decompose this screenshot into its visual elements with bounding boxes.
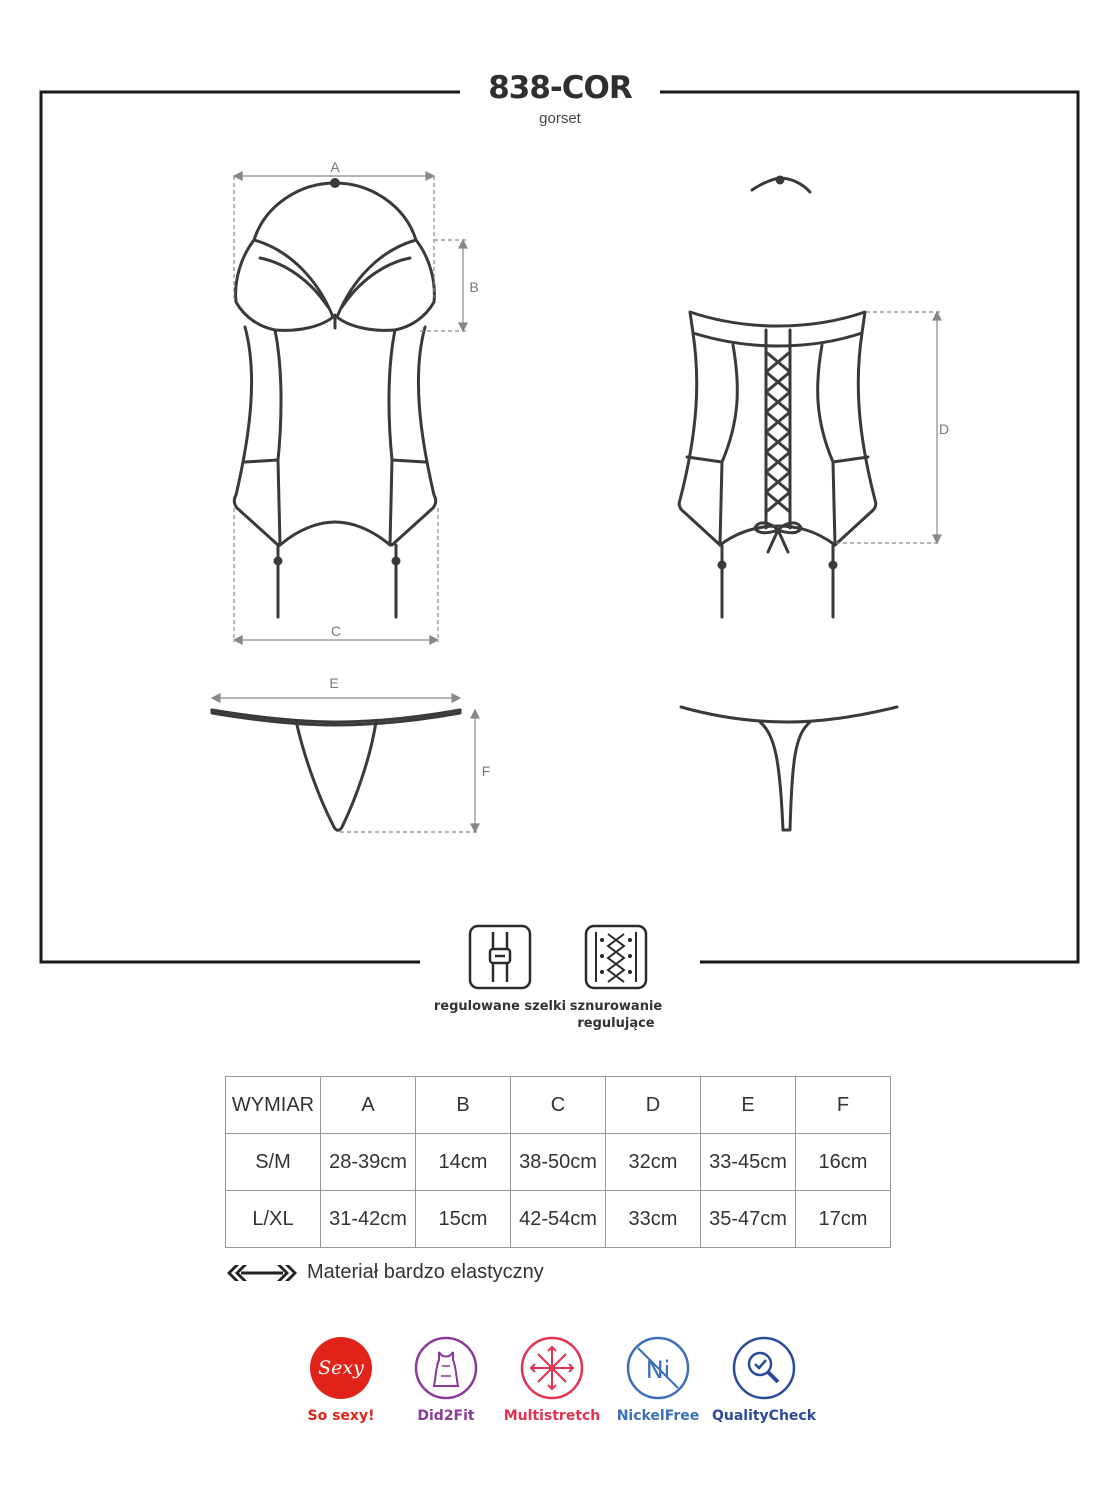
table-header-cell: D (606, 1077, 701, 1134)
nickel-free-icon (626, 1336, 690, 1400)
table-cell: 14cm (416, 1134, 511, 1191)
table-cell: 31-42cm (321, 1191, 416, 1248)
lacing-icon (584, 924, 648, 990)
stretch-arrows-icon (227, 1264, 297, 1282)
sexy-icon (309, 1336, 373, 1400)
table-cell: 16cm (796, 1134, 891, 1191)
table-cell: 42-54cm (511, 1191, 606, 1248)
dimension-label-a: A (330, 159, 340, 175)
product-code: 838-COR (488, 70, 632, 106)
table-cell: L/XL (226, 1191, 321, 1248)
table-cell: 15cm (416, 1191, 511, 1248)
dimension-label-e: E (329, 675, 339, 691)
table-cell: 33cm (606, 1191, 701, 1248)
table-row (226, 1134, 891, 1191)
badge-label-qualitycheck: QualityCheck (711, 1408, 817, 1424)
table-cell: S/M (226, 1134, 321, 1191)
material-note: Materiał bardzo elastyczny (307, 1261, 544, 1283)
size-table (225, 1076, 891, 1248)
badge-label-nickelfree: NickelFree (616, 1408, 700, 1424)
table-header-cell: B (416, 1077, 511, 1134)
dimension-label-d: D (938, 421, 950, 437)
multistretch-icon (520, 1336, 584, 1400)
table-cell: 28-39cm (321, 1134, 416, 1191)
badge-label-sexy: So sexy! (307, 1408, 375, 1424)
table-row (226, 1191, 891, 1248)
table-cell: 17cm (796, 1191, 891, 1248)
thong-back-drawing (681, 707, 897, 830)
corset-back-drawing (679, 177, 876, 617)
badge-label-did2fit: Did2Fit (417, 1408, 475, 1424)
corset-front-drawing (234, 180, 436, 618)
dimension-label-b: B (469, 279, 479, 295)
feature-label-lacing: sznurowanie regulujące (569, 999, 663, 1031)
adjustable-straps-icon (468, 924, 532, 990)
svg-text:Sexy: Sexy (318, 1357, 364, 1379)
dimension-label-f: F (481, 763, 491, 779)
table-cell: 38-50cm (511, 1134, 606, 1191)
table-cell: 35-47cm (701, 1191, 796, 1248)
table-header-cell: F (796, 1077, 891, 1134)
table-header-cell: A (321, 1077, 416, 1134)
dress-fit-icon (414, 1336, 478, 1400)
table-header-row (226, 1077, 891, 1134)
product-type: gorset (539, 110, 581, 127)
feature-label-straps: regulowane szelki (433, 999, 567, 1014)
svg-text:Ni: Ni (645, 1356, 671, 1384)
quality-check-icon (732, 1336, 796, 1400)
table-header-cell: WYMIAR (226, 1077, 321, 1134)
badge-label-multistretch: Multistretch (503, 1408, 601, 1424)
thong-front-drawing (212, 710, 460, 830)
dimension-label-c: C (330, 623, 342, 639)
table-header-cell: C (511, 1077, 606, 1134)
table-header-cell: E (701, 1077, 796, 1134)
table-cell: 33-45cm (701, 1134, 796, 1191)
table-cell: 32cm (606, 1134, 701, 1191)
